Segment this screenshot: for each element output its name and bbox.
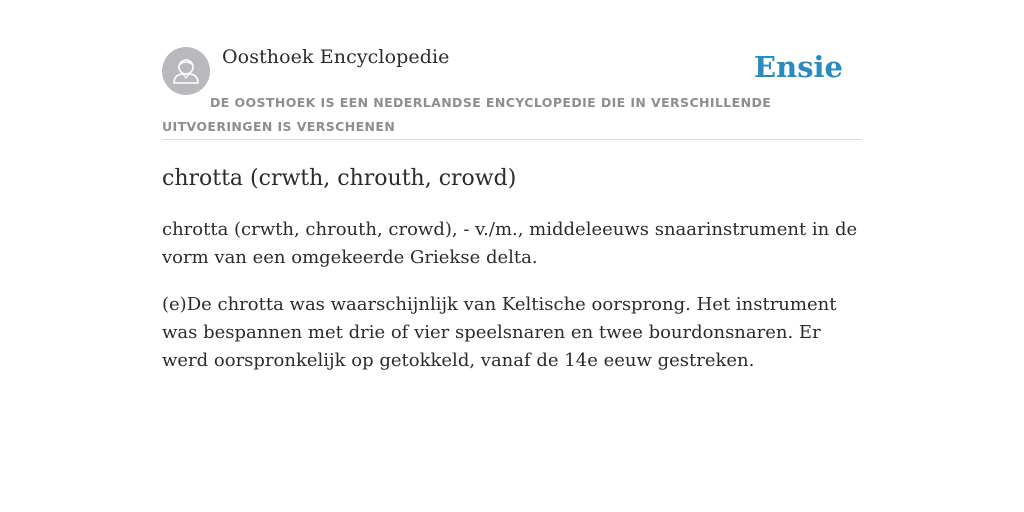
page-container (162, 44, 862, 375)
avatar[interactable] (162, 47, 210, 95)
article-paragraph-2: (e)De chrotta was waarschijnlijk van Keltische oorsprong. Het instrument was bespannen met drie of vier speelsnaren en twee bourdonsnaren. Er werd oorspronkelijk op getokkeld, vanaf de 14e eeuw gestreken. (162, 294, 837, 371)
brand-logo-link[interactable]: Ensie (754, 50, 843, 84)
site-tagline: DE OOSTHOEK IS EEN NEDERLANDSE ENCYCLOPEDIE DIE IN VERSCHILLENDE UITVOERINGEN IS VERSCHENEN (162, 95, 772, 134)
site-title[interactable]: Oosthoek Encyclopedie (222, 46, 450, 68)
user-silhouette-icon (162, 47, 210, 95)
article-paragraph-1: chrotta (crwth, chrouth, crowd), - v./m., middeleeuws snaarinstrument in de vorm van een omgekeerde Griekse delta. (162, 219, 858, 268)
header (162, 44, 862, 140)
article-title: chrotta (crwth, chrouth, crowd) (162, 166, 517, 191)
